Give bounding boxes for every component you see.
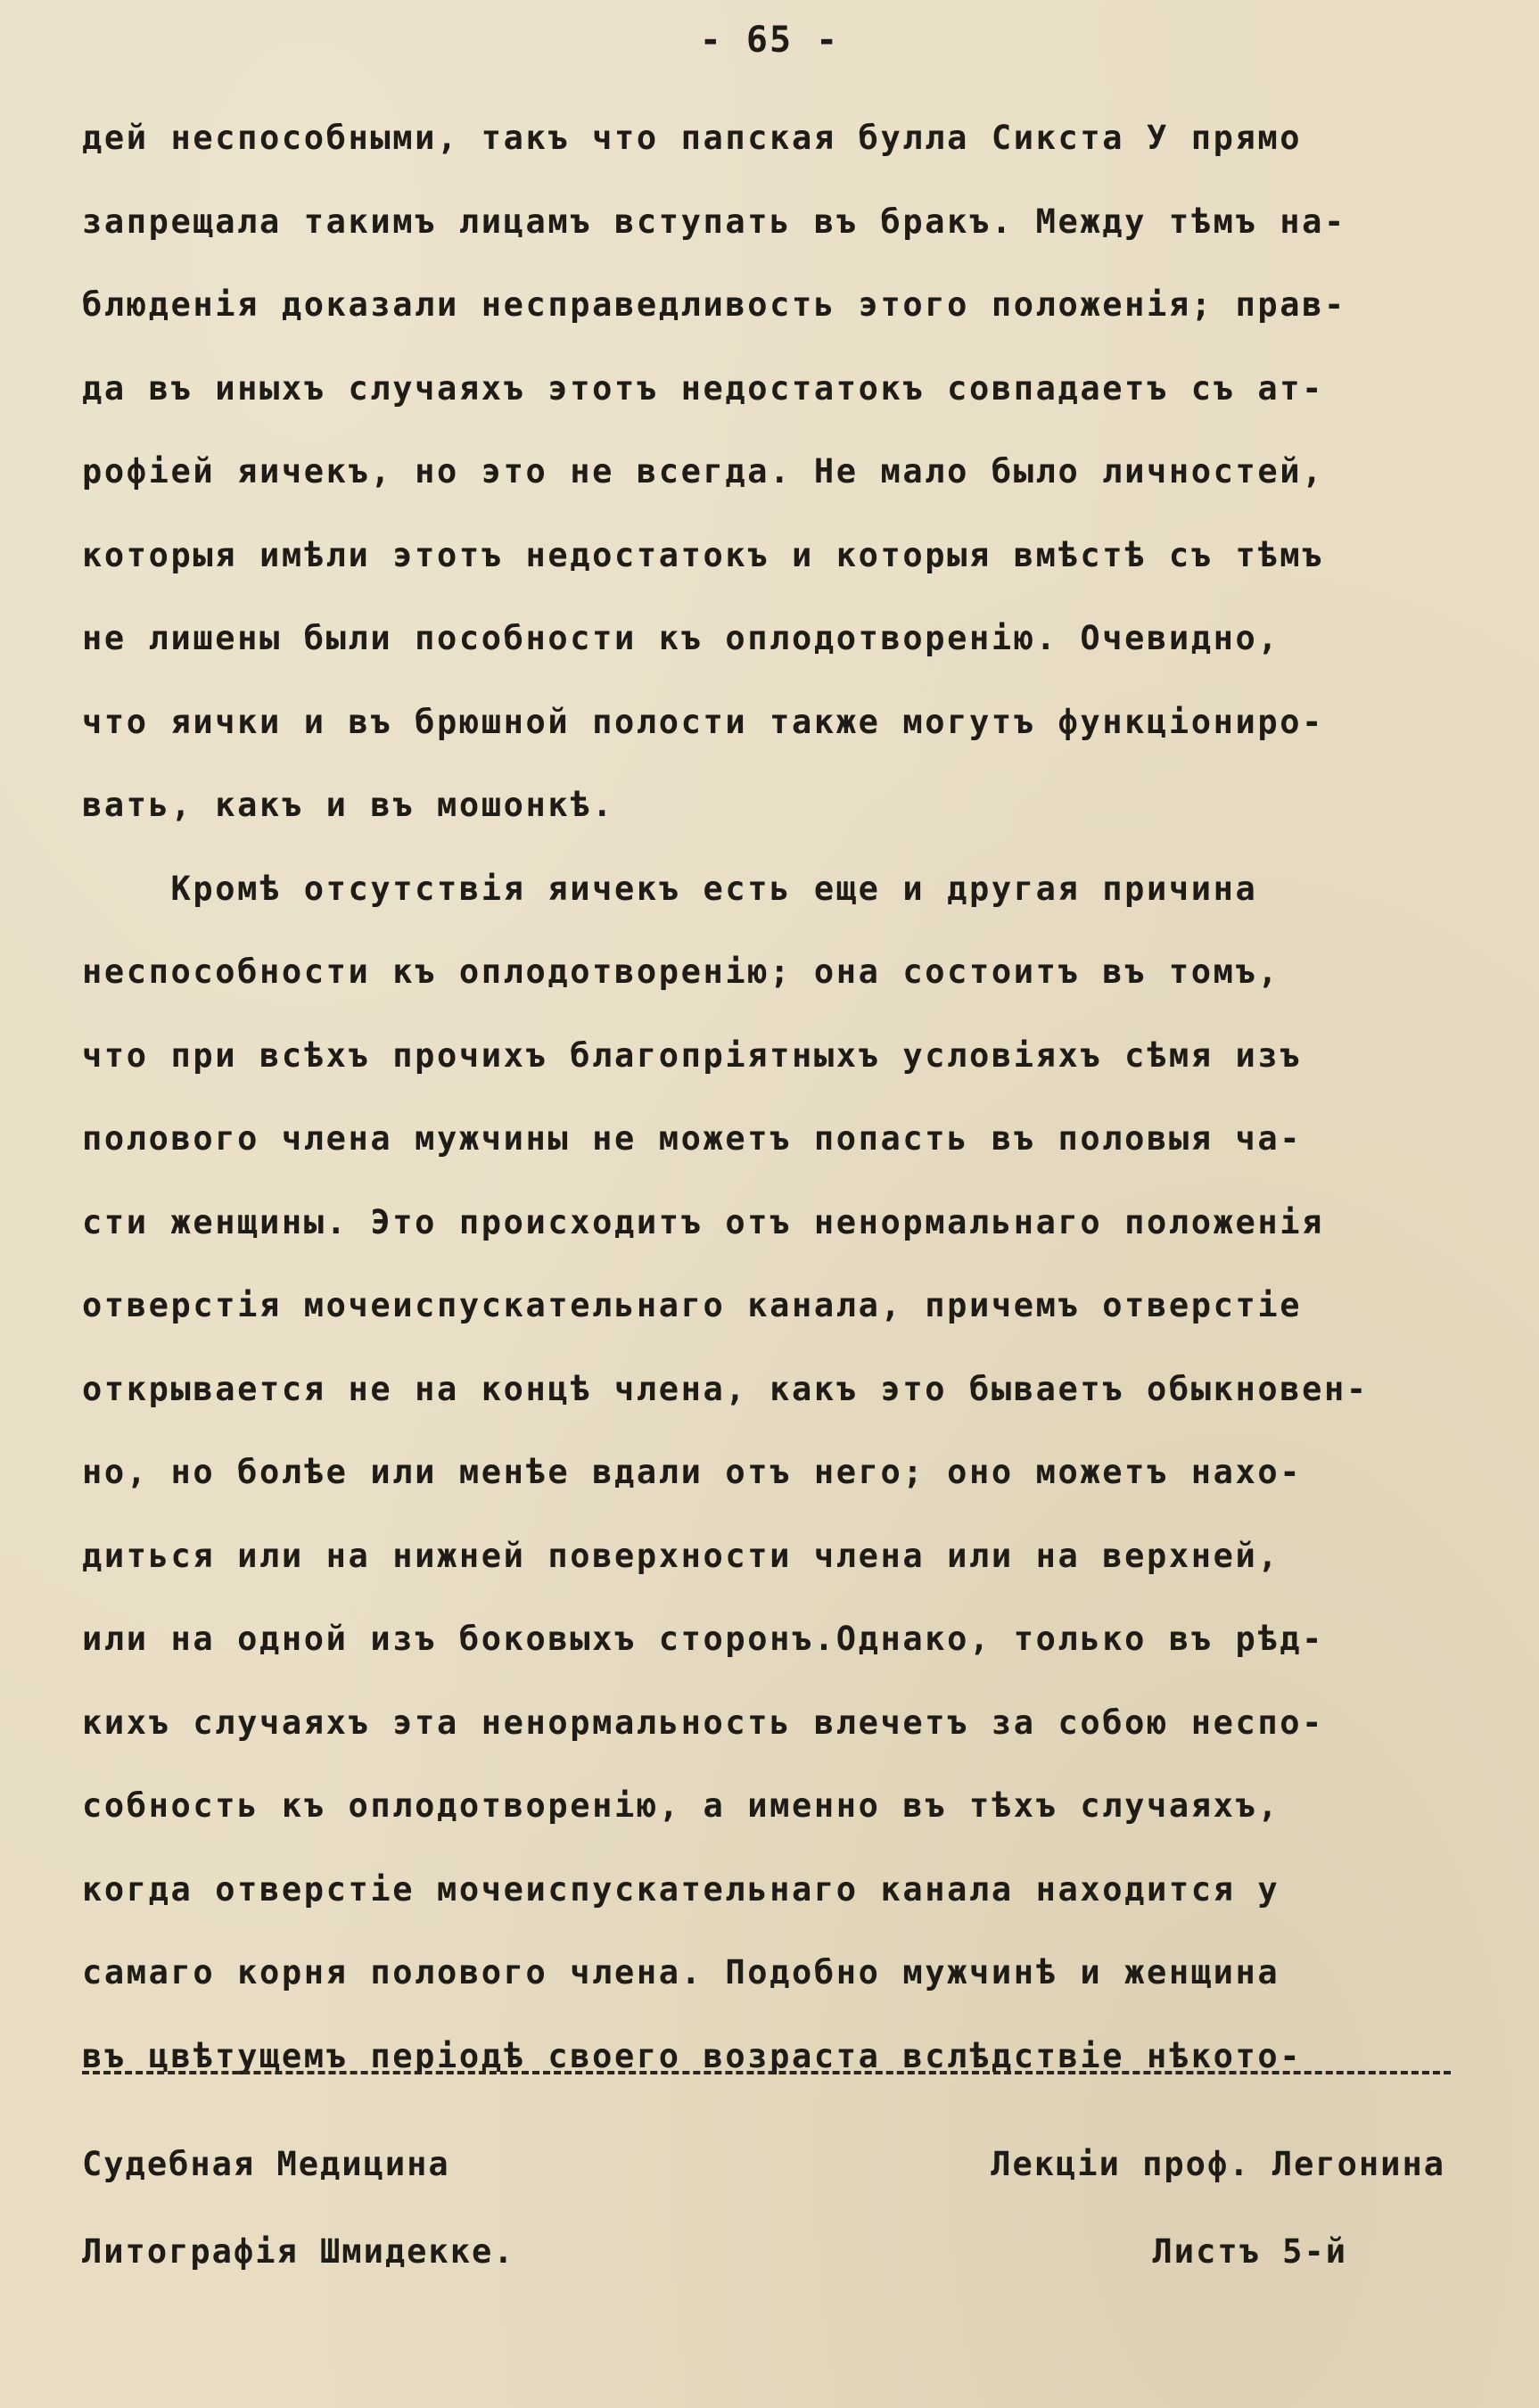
footer-separator [82, 2071, 1451, 2074]
text-line: не лишены были пособности къ оплодотворенію. Очевидно, [82, 619, 1280, 657]
text-line: или на одной изъ боковыхъ сторонъ.Однако, только въ рѣд- [82, 1620, 1325, 1658]
text-line: блюденія доказали несправедливость этого положенія; прав- [82, 285, 1346, 324]
body-text [82, 111, 1509, 2113]
text-line: да въ иныхъ случаяхъ этотъ недостатокъ совпадаетъ съ ат- [82, 368, 1325, 408]
text-line: диться или на нижней поверхности члена или на верхней, [82, 1536, 1280, 1575]
text-line: сти женщины. Это происходитъ отъ ненормальнаго положенія [82, 1202, 1325, 1241]
page-number: - 65 - [699, 20, 840, 61]
text-line: что яички и въ брюшной полости также могутъ функціониро- [82, 702, 1325, 741]
footer-course-title: Судебная Медицина [82, 2145, 450, 2183]
footer-sheet-number: Листъ 5-й [1152, 2232, 1347, 2271]
text-line: неспособности къ оплодотворенію; она состоитъ въ томъ, [82, 952, 1280, 991]
text-line: собность къ оплодотворенію, а именно въ тѣхъ случаяхъ, [82, 1786, 1280, 1825]
text-line: дей неспособными, такъ что папская булла Сикста У прямо [82, 119, 1303, 157]
text-line: что при всѣхъ прочихъ благопріятныхъ условіяхъ сѣмя изъ [82, 1035, 1303, 1075]
text-line: кихъ случаяхъ эта ненормальность влечетъ за собою неспо- [82, 1703, 1325, 1742]
text-line: открывается не на концѣ члена, какъ это бываетъ обыкновен- [82, 1369, 1369, 1408]
text-line: Кромѣ отсутствія яичекъ есть еще и другая причина [82, 869, 1258, 908]
text-line: самаго корня полового члена. Подобно мужчинѣ и женщина [82, 1953, 1280, 1992]
text-line: полового члена мужчины не можетъ попасть въ половыя ча- [82, 1119, 1303, 1158]
text-line: но, но болѣе или менѣе вдали отъ него; оно можетъ нахо- [82, 1453, 1303, 1491]
text-line: отверстія мочеиспускательнаго канала, причемъ отверстіе [82, 1286, 1303, 1324]
footer-lecturer: Лекціи проф. Легонина [991, 2145, 1445, 2183]
footer-printer: Литографія Шмидекке. [82, 2232, 515, 2271]
text-line: въ цвѣтущемъ періодѣ своего возраста вслѣдствіе нѣкото- [82, 2036, 1303, 2075]
text-line: когда отверстіе мочеиспускательнаго канала находится у [82, 1869, 1280, 1909]
text-line: запрещала такимъ лицамъ вступать въ бракъ. Между тѣмъ на- [82, 202, 1346, 241]
text-line: вать, какъ и въ мошонкѣ. [82, 786, 615, 824]
text-line: которыя имѣли этотъ недостатокъ и которыя вмѣстѣ съ тѣмъ [82, 535, 1325, 574]
text-line: рофіей яичекъ, но это не всегда. Не мало было личностей, [82, 452, 1325, 491]
